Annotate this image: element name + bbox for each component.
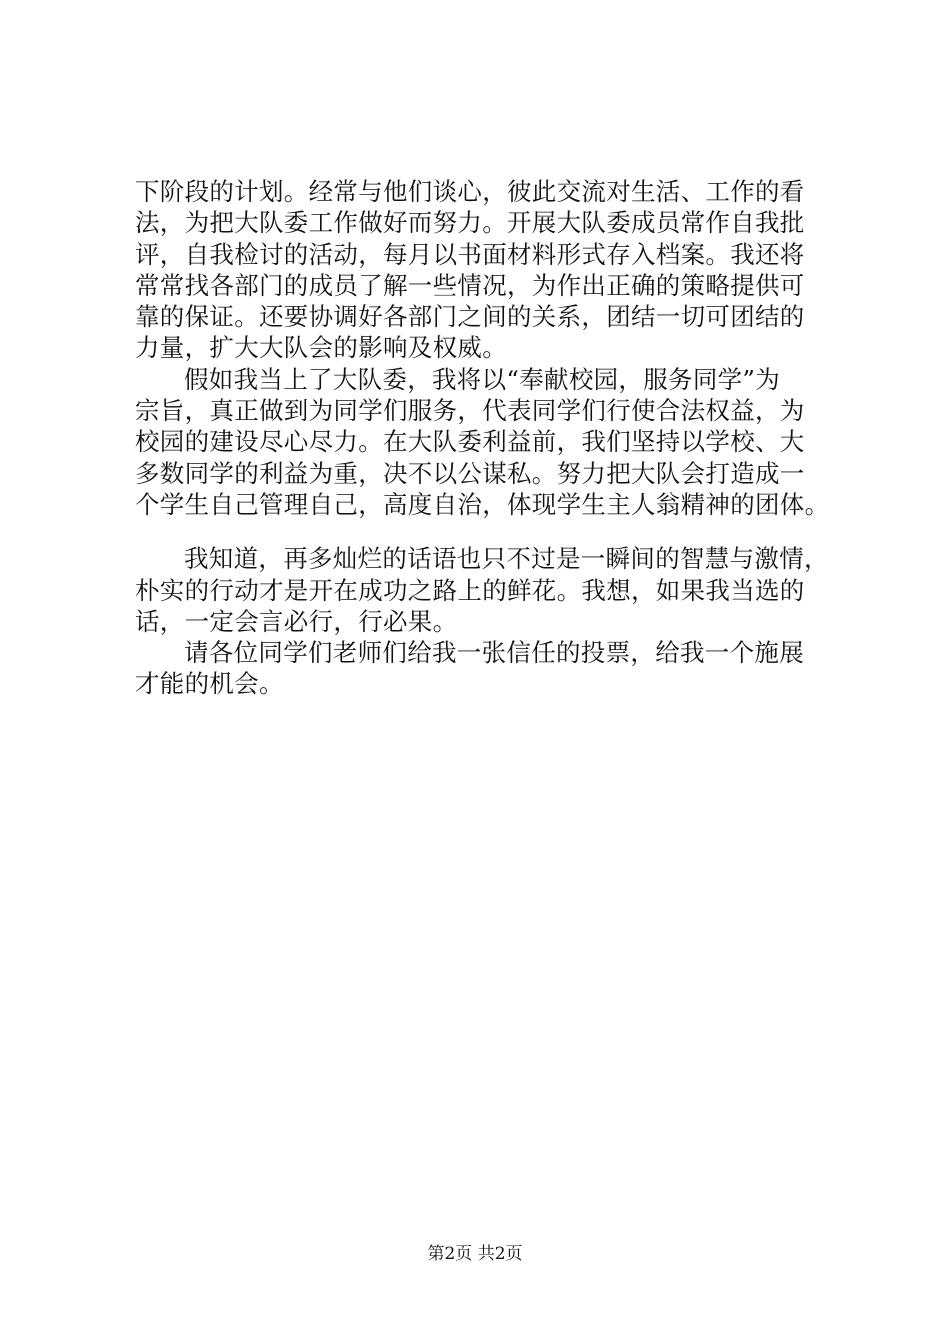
paragraph bbox=[135, 176, 850, 364]
paragraph bbox=[135, 364, 850, 520]
text-line: 多数同学的利益为重，决不以公谋私。努力把大队会打造成一 bbox=[135, 458, 805, 488]
text-line: 朴实的行动才是开在成功之路上的鲜花。我想，如果我当选的 bbox=[135, 575, 805, 605]
text-line: 靠的保证。还要协调好各部门之间的关系，团结一切可团结的 bbox=[135, 302, 805, 332]
text-line: 力量，扩大大队会的影响及权威。 bbox=[135, 333, 507, 363]
text-line: 宗旨，真正做到为同学们服务，代表同学们行使合法权益，为 bbox=[135, 396, 805, 426]
paragraph bbox=[135, 637, 850, 700]
text-line: 个学生自己管理自己，高度自治，体现学生主人翁精神的团体。 bbox=[135, 489, 830, 519]
text-line: 法，为把大队委工作做好而努力。开展大队委成员常作自我批 bbox=[135, 208, 805, 238]
text-line: 常常找各部门的成员了解一些情况，为作出正确的策略提供可 bbox=[135, 270, 805, 300]
text-line: 请各位同学们老师们给我一张信任的投票，给我一个施展 bbox=[184, 638, 804, 668]
text-line: 假如我当上了大队委，我将以“奉献校园，服务同学”为 bbox=[184, 364, 781, 394]
text-line: 我知道，再多灿烂的话语也只不过是一瞬间的智慧与激情， bbox=[184, 544, 829, 574]
text-line: 下阶段的计划。经常与他们谈心，彼此交流对生活、工作的看 bbox=[135, 177, 805, 206]
text-line: 校园的建设尽心尽力。在大队委利益前，我们坚持以学校、大 bbox=[135, 427, 805, 457]
text-line: 评，自我检讨的活动，每月以书面材料形式存入档案。我还将 bbox=[135, 239, 805, 269]
document-body bbox=[135, 176, 850, 700]
paragraph bbox=[135, 543, 850, 637]
paragraph-spacer bbox=[135, 520, 850, 543]
page-number-footer: 第2页 共2页 bbox=[427, 1244, 523, 1264]
text-line: 才能的机会。 bbox=[135, 669, 284, 699]
text-line: 话，一定会言必行，行必果。 bbox=[135, 606, 458, 636]
